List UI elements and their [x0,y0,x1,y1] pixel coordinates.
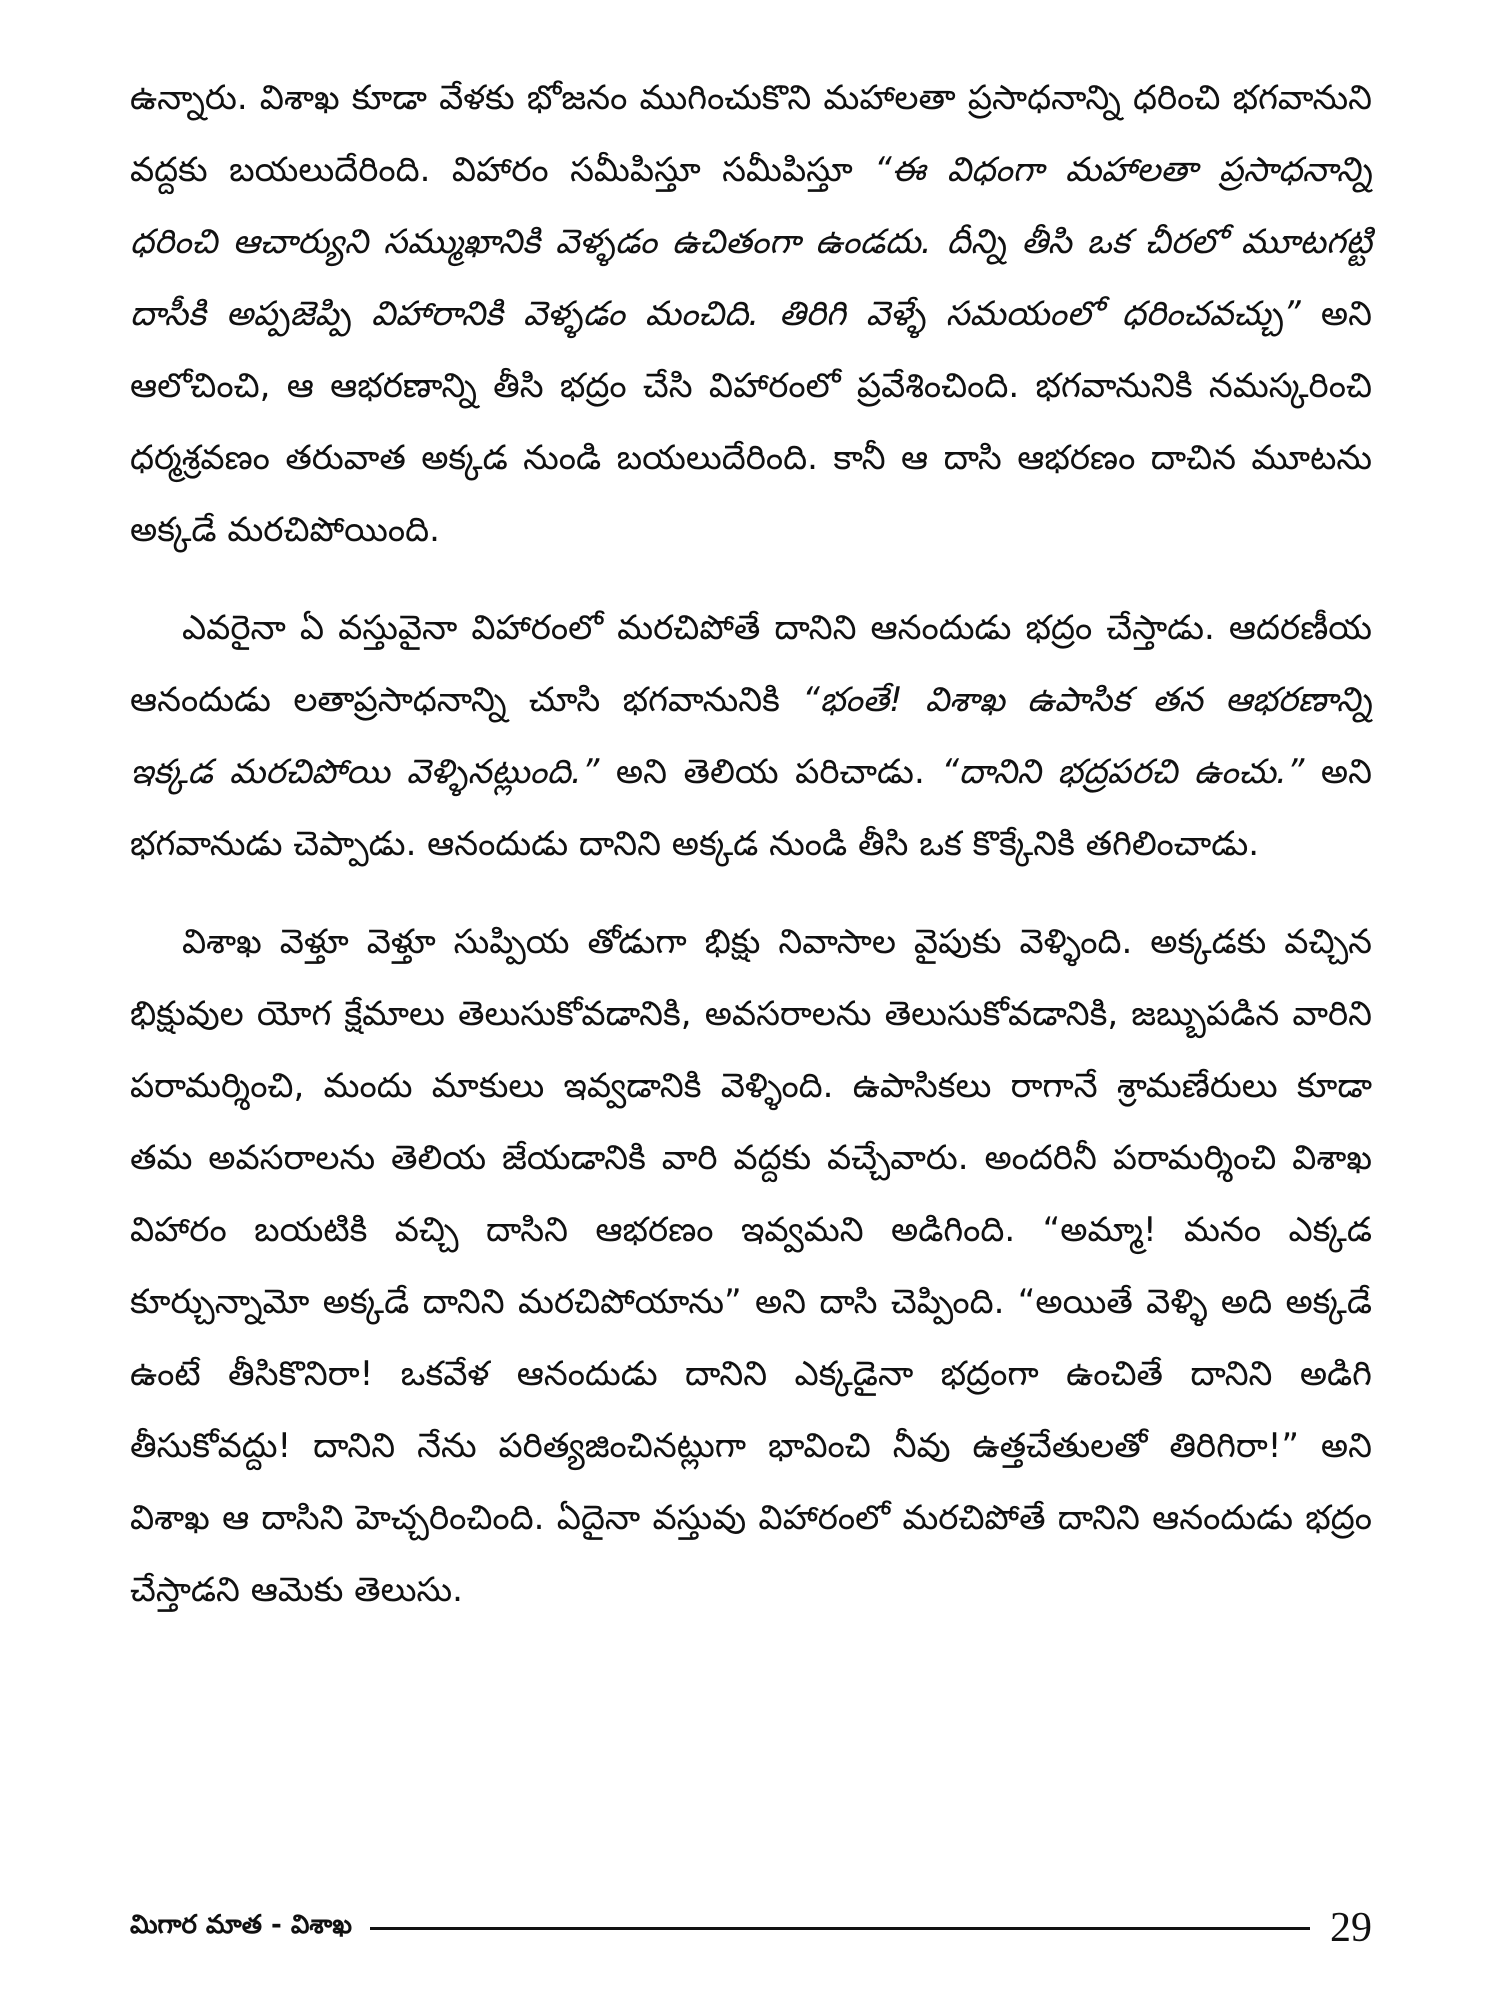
footer-rule-divider [370,1927,1310,1930]
paragraph-1-segment-1: ఉన్నారు. విశాఖ కూడా వేళకు భోజనం ముగించుకొని మహాలతా ప్రసాధనాన్ని ధరించి భగవానుని వద్దకు బయలుదేరింది. విహారం సమీపిస్తూ సమీపిస్తూ [130,78,1372,190]
paragraph-2-segment-1: ఎవరైనా ఏ వస్తువైనా విహారంలో మరచిపోతే దానిని ఆనందుడు భద్రం చేస్తాడు. ఆదరణీయ ఆనందుడు లతాప్రసాధనాన్ని చూసి భగవానునికి [130,608,1372,720]
footer-book-title: మిగార మాత - విశాఖ [130,1910,352,1940]
body-text [130,62,1372,1652]
paragraph-2-segment-5: అని భగవానుడు చెప్పాడు. ఆనందుడు దానిని అక్కడ నుండి తీసి ఒక కొక్కేనికి తగిలించాడు. [130,752,1372,864]
paragraph-1 [130,62,1372,566]
page-footer [130,1898,1372,1958]
paragraph-3-segment-1: విశాఖ వెళ్తూ వెళ్తూ సుప్పియ తోడుగా భిక్షు నివాసాల వైపుకు వెళ్ళింది. అక్కడకు వచ్చిన భిక్షువుల యోగ క్షేమాలు తెలుసుకోవడానికి, అవసరాలను తెలుసుకోవడానికి, జబ్బుపడిన వారిని పరామర్శించి, మందు మాకులు ఇవ్వడానికి వెళ్ళింది. ఉపాసికలు రాగానే శ్రామణేరులు కూడా తమ అవసరాలను తెలియ జేయడానికి వారి వద్దకు వచ్చేవారు. అందరినీ పరామర్శించి విశాఖ విహారం బయటికి వచ్చి దాసిని ఆభరణం ఇవ్వమని అడిగింది. “అమ్మా! మనం ఎక్కడ కూర్చున్నామో అక్కడే దానిని మరచిపోయాను” అని దాసి చెప్పింది. “అయితే వెళ్ళి అది అక్కడే ఉంటే తీసికొనిరా! ఒకవేళ ఆనందుడు దానిని ఎక్కడైనా భద్రంగా ఉంచితే దానిని అడిగి తీసుకోవద్దు! దానిని నేను పరిత్యజించినట్లుగా భావించి నీవు ఉత్తచేతులతో తిరిగిరా!” అని విశాఖ ఆ దాసిని హెచ్చరించింది. ఏదైనా వస్తువు విహారంలో మరచిపోతే దానిని ఆనందుడు భద్రం చేస్తాడని ఆమెకు తెలుసు. [130,922,1372,1610]
paragraph-2-quote-2: “దానిని భద్రపరచి ఉంచు.” [941,752,1305,792]
paragraph-2-quote-1: “భంతే! విశాఖ ఉపాసిక తన ఆభరణాన్ని ఇక్కడ మరచిపోయి వెళ్ళినట్లుంది.” [130,680,1372,792]
paragraph-3 [130,906,1372,1626]
paragraph-2-segment-3: అని తెలియ పరిచాడు. [599,752,942,792]
paragraph-1-quote: “ఈ విధంగా మహాలతా ప్రసాధనాన్ని ధరించి ఆచార్యుని సమ్ముఖానికి వెళ్ళడం ఉచితంగా ఉండదు. దీన్ని తీసి ఒక చీరలో మూటగట్టి దాసీకి అప్పజెప్పి విహారానికి వెళ్ళడం మంచిది. తిరిగి వెళ్ళే సమయంలో ధరించవచ్చు” [130,150,1373,334]
paragraph-2 [130,592,1372,880]
paragraph-1-segment-3: అని ఆలోచించి, ఆ ఆభరణాన్ని తీసి భద్రం చేసి విహారంలో ప్రవేశించింది. భగవానునికి నమస్కరించి ధర్మశ్రవణం తరువాత అక్కడ నుండి బయలుదేరింది. కానీ ఆ దాసి ఆభరణం దాచిన మూటను అక్కడే మరచిపోయింది. [130,294,1372,550]
page-number: 29 [1330,1905,1372,1951]
